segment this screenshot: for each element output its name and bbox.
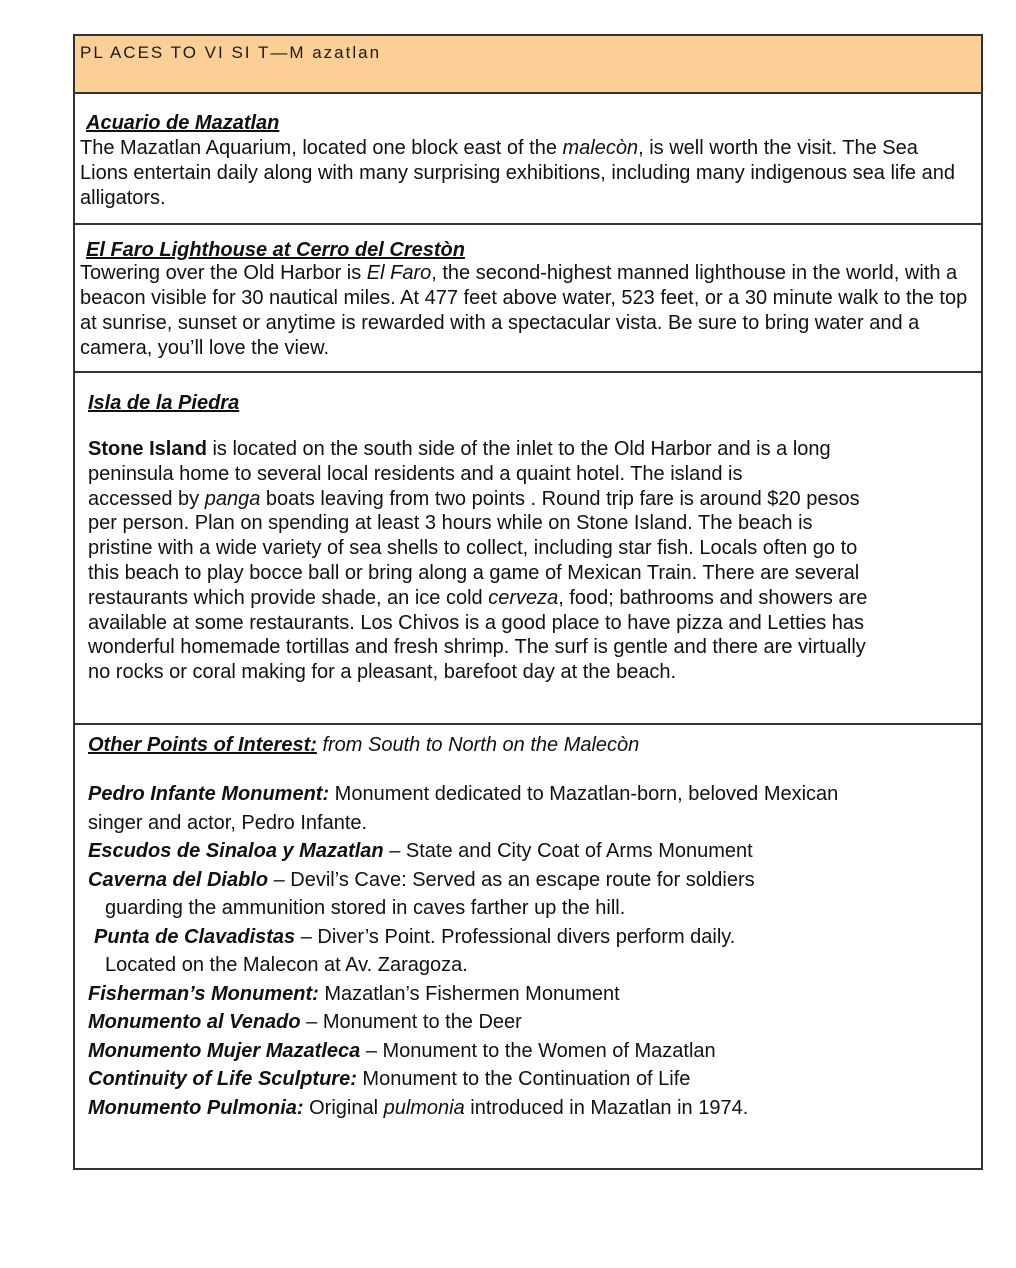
text-italic: cerveza <box>488 586 559 609</box>
poi-name: Monumento Pulmonia: <box>88 1096 304 1119</box>
poi-desc: – Devil’s Cave: Served as an escape route for soldiers <box>268 868 755 891</box>
list-item <box>88 980 968 1009</box>
section-title-faro: El Faro Lighthouse at Cerro del Crestòn <box>86 239 465 261</box>
poi-desc: – Monument to the Women of Mazatlan <box>360 1039 716 1062</box>
section-faro <box>75 225 981 373</box>
list-item-continuation: guarding the ammunition stored in caves farther up the hill. <box>105 897 626 919</box>
poi-name: Caverna del Diablo <box>88 868 269 891</box>
section-body-isla <box>88 437 948 685</box>
text-line: per person. Plan on spending at least 3 hours while on Stone Island. The beach is <box>88 512 813 535</box>
poi-italic: pulmonia <box>383 1096 465 1119</box>
poi-desc: Monument to the Continuation of Life <box>356 1068 691 1090</box>
poi-name: Continuity of Life Sculpture: <box>88 1068 357 1090</box>
poi-name: Escudos de Sinaloa y Mazatlan <box>88 840 384 862</box>
list-item <box>88 1094 968 1123</box>
poi-name: Monumento Mujer Mazatleca <box>88 1039 361 1062</box>
text-line: no rocks or coral making for a pleasant, barefoot day at the beach. <box>88 661 677 684</box>
poi-desc: Mazatlan’s Fishermen Monument <box>318 982 620 1005</box>
poi-desc: – Diver’s Point. Professional divers perform daily. <box>295 925 736 948</box>
section-title-isla: Isla de la Piedra <box>88 392 240 414</box>
table-header <box>75 36 981 94</box>
list-item <box>88 1065 968 1094</box>
text-italic: panga <box>204 487 261 510</box>
list-item-continuation: singer and actor, Pedro Infante. <box>88 811 368 834</box>
text-line: this beach to play bocce ball or bring along a game of Mexican Train. There are several <box>88 561 860 584</box>
list-item <box>88 1037 968 1066</box>
poi-desc: – State and City Coat of Arms Monument <box>383 840 753 862</box>
poi-name: Fisherman’s Monument: <box>88 982 319 1005</box>
list-item <box>88 923 968 952</box>
poi-name: Punta de Clavadistas <box>94 925 296 948</box>
text-part: accessed by <box>88 487 205 510</box>
poi-subtitle: from South to North on the Malecòn <box>316 734 640 756</box>
poi-desc: Monument dedicated to Mazatlan-born, beloved Mexican <box>329 783 839 805</box>
text-part: restaurants which provide shade, an ice cold <box>88 586 489 609</box>
body-text-italic: malecòn <box>562 137 639 159</box>
text-line: pristine with a wide variety of sea shells to collect, including star fish. Locals often go to <box>88 537 858 560</box>
section-title-acuario: Acuario de Mazatlan <box>86 112 280 134</box>
list-item <box>88 1008 968 1037</box>
text-line: wonderful homemade tortillas and fresh shrimp. The surf is gentle and there are virtually <box>88 636 866 659</box>
list-item <box>88 866 968 895</box>
section-title-poi: Other Points of Interest: <box>88 734 317 756</box>
text-line <box>88 437 948 462</box>
poi-name: Monumento al Venado <box>88 1011 301 1033</box>
text-line <box>88 586 948 611</box>
page-title: PL ACES TO VI SI T—M azatlan <box>80 43 382 62</box>
text-part: boats leaving from two points . Round trip fare is around $20 pesos <box>260 487 860 510</box>
poi-desc: Original <box>303 1096 384 1119</box>
body-text-italic: El Faro <box>366 262 432 284</box>
poi-name: Pedro Infante Monument: <box>88 783 330 805</box>
text-part: is located on the south side of the inlet to the Old Harbor and is a long <box>206 438 831 460</box>
section-body-acuario <box>80 136 970 211</box>
places-table <box>73 34 983 1170</box>
body-text-part: , the second-highest manned lighthouse in the world, with a beacon visible for 30 nautical miles. At 477 feet above water, 523 feet, or a 30 minute walk to the top at sunrise, sunset or anytime is rewarded with a spectacular vista. Be sure to bring water and a camera, you’ll love the view. <box>80 262 968 359</box>
list-item-continuation: Located on the Malecon at Av. Zaragoza. <box>105 954 468 976</box>
text-line: peninsula home to several local residents and a quaint hotel. The island is <box>88 462 743 485</box>
text-part: , food; bathrooms and showers are <box>558 586 868 609</box>
section-poi <box>75 725 981 1168</box>
text-line: available at some restaurants. Los Chivos is a good place to have pizza and Letties has <box>88 611 865 634</box>
poi-heading <box>88 733 639 757</box>
poi-desc: – Monument to the Deer <box>300 1011 522 1033</box>
poi-desc: introduced in Mazatlan in 1974. <box>464 1096 749 1119</box>
poi-list <box>88 780 968 1122</box>
list-item <box>88 780 968 809</box>
list-item <box>88 837 968 866</box>
body-text-part: , is well worth the visit. The Sea Lions entertain daily along with many surprising exhibitions, including many indigenous sea life and alligators. <box>80 137 955 209</box>
body-text-part: Towering over the Old Harbor is <box>80 262 367 284</box>
bold-lead: Stone Island <box>88 438 207 460</box>
section-acuario <box>75 94 981 225</box>
body-text-part: The Mazatlan Aquarium, located one block east of the <box>80 137 563 159</box>
section-body-faro <box>80 261 975 361</box>
text-line <box>88 487 948 512</box>
section-isla <box>75 373 981 725</box>
